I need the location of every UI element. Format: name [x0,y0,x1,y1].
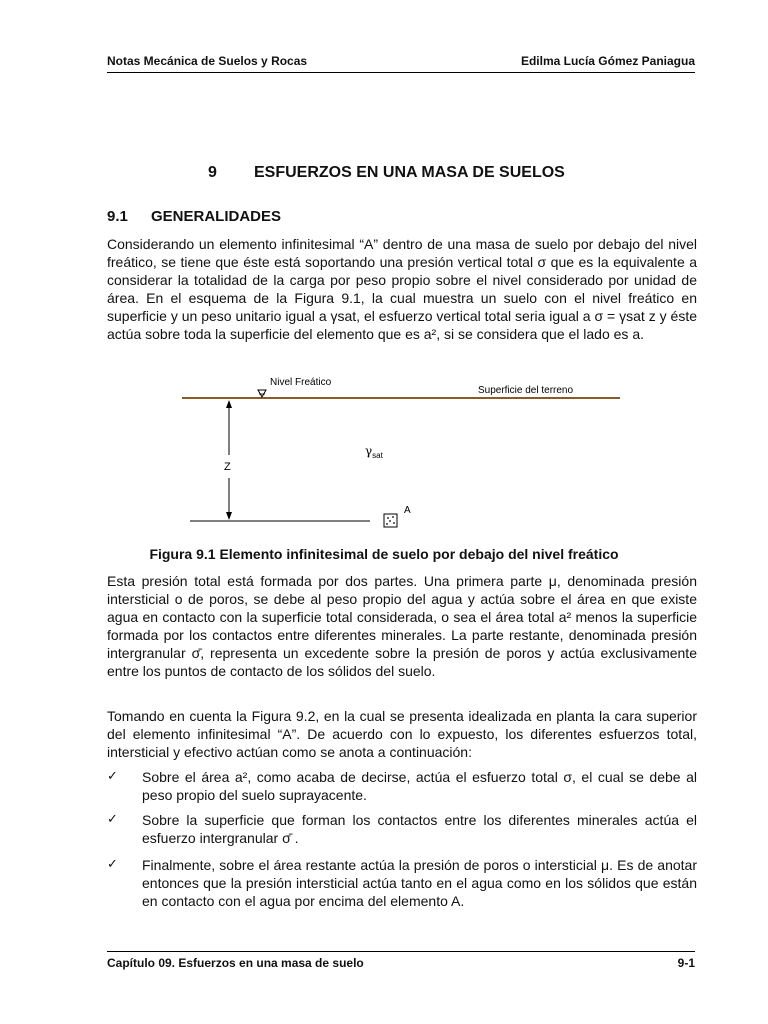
paragraph-total-pressure: Esta presión total está formada por dos partes. Una primera parte μ, denominada presión intersticial o de poros, se debe al peso propio del agua y actúa sobre el área en que existe agua en contacto con la superficie total considerada, o sea el área total a² menos la superficie formada por los contactos entre diferentes minerales. La parte restante, denominada presión intergranular σ̄, representa un excedente sobre la presión de poros y actúa exclusivamente entre los puntos de contacto de los sólidos del suelo. [107,573,697,679]
checkmark-icon: ✓ [107,812,118,827]
section-number: 9.1 [107,208,128,225]
header-course-title: Notas Mecánica de Suelos y Rocas [107,54,308,68]
label-element-a: A [404,505,411,516]
header-author: Edilma Lucía Gómez Paniagua [520,54,695,68]
label-superficie-terreno: Superficie del terreno [478,385,574,396]
list-item-text: Sobre la superficie que forman los contactos entre los diferentes minerales actúa el esfuerzo intergranular σ̄ . [142,812,697,846]
chapter-number: 9 [208,164,217,181]
list-item [107,811,697,847]
list-item [107,856,697,910]
label-depth-z: Z [224,461,231,473]
figure-9-1-diagram [0,370,768,530]
chapter-heading [208,164,565,182]
footer-page-number: 9-1 [677,956,695,970]
checkmark-icon: ✓ [107,857,118,872]
label-gamma-sat: $\gamma_{sat}$ [365,444,383,460]
footer-chapter-title: Capítulo 09. Esfuerzos en una masa de suelo [107,956,364,970]
paragraph-figure-9-2: Tomando en cuenta la Figura 9.2, en la cual se presenta idealizada en planta la cara superior del elemento infinitesimal “A”. De acuerdo con lo expuesto, los diferentes esfuerzos total, intersticial y efectivo actúan como se anota a continuación: [107,708,697,760]
section-heading [107,208,281,225]
section-title: GENERALIDADES [151,208,282,225]
list-item-text: Sobre el área a², como acaba de decirse, actúa el esfuerzo total σ, el cual se debe al peso propio del suelo suprayacente. [142,769,697,803]
list-item [107,768,697,804]
page-footer [107,951,695,972]
checkmark-icon: ✓ [107,769,118,784]
paragraph-intro: Considerando un elemento infinitesimal “A” dentro de una masa de suelo por debajo del nivel freático, se tiene que éste está soportando una presión vertical total σ que es la equivalente a considerar la totalidad de la carga por peso propio sobre el nivel considerado por unidad de área. En el esquema de la Figura 9.1, la cual muestra un suelo con el nivel freático en superficie y un peso unitario igual a γsat, el esfuerzo vertical total seria igual a σ = γsat z y éste actúa sobre toda la superficie del elemento que es a², si se considera que el lado es a. [107,236,697,342]
water-table-marker-icon [258,390,266,397]
chapter-title: ESFUERZOS EN UNA MASA DE SUELOS [254,164,565,181]
label-nivel-freatico: Nivel Freático [270,377,332,388]
list-item-text: Finalmente, sobre el área restante actúa la presión de poros o intersticial μ. Es de anotar entonces que la presión intersticial actúa tanto en el agua como en los sólidos que están en contacto con el agua por encima del elemento A. [142,857,697,909]
figure-caption: Figura 9.1 Elemento infinitesimal de suelo por debajo del nivel freático [149,546,619,562]
page-header [107,54,695,73]
